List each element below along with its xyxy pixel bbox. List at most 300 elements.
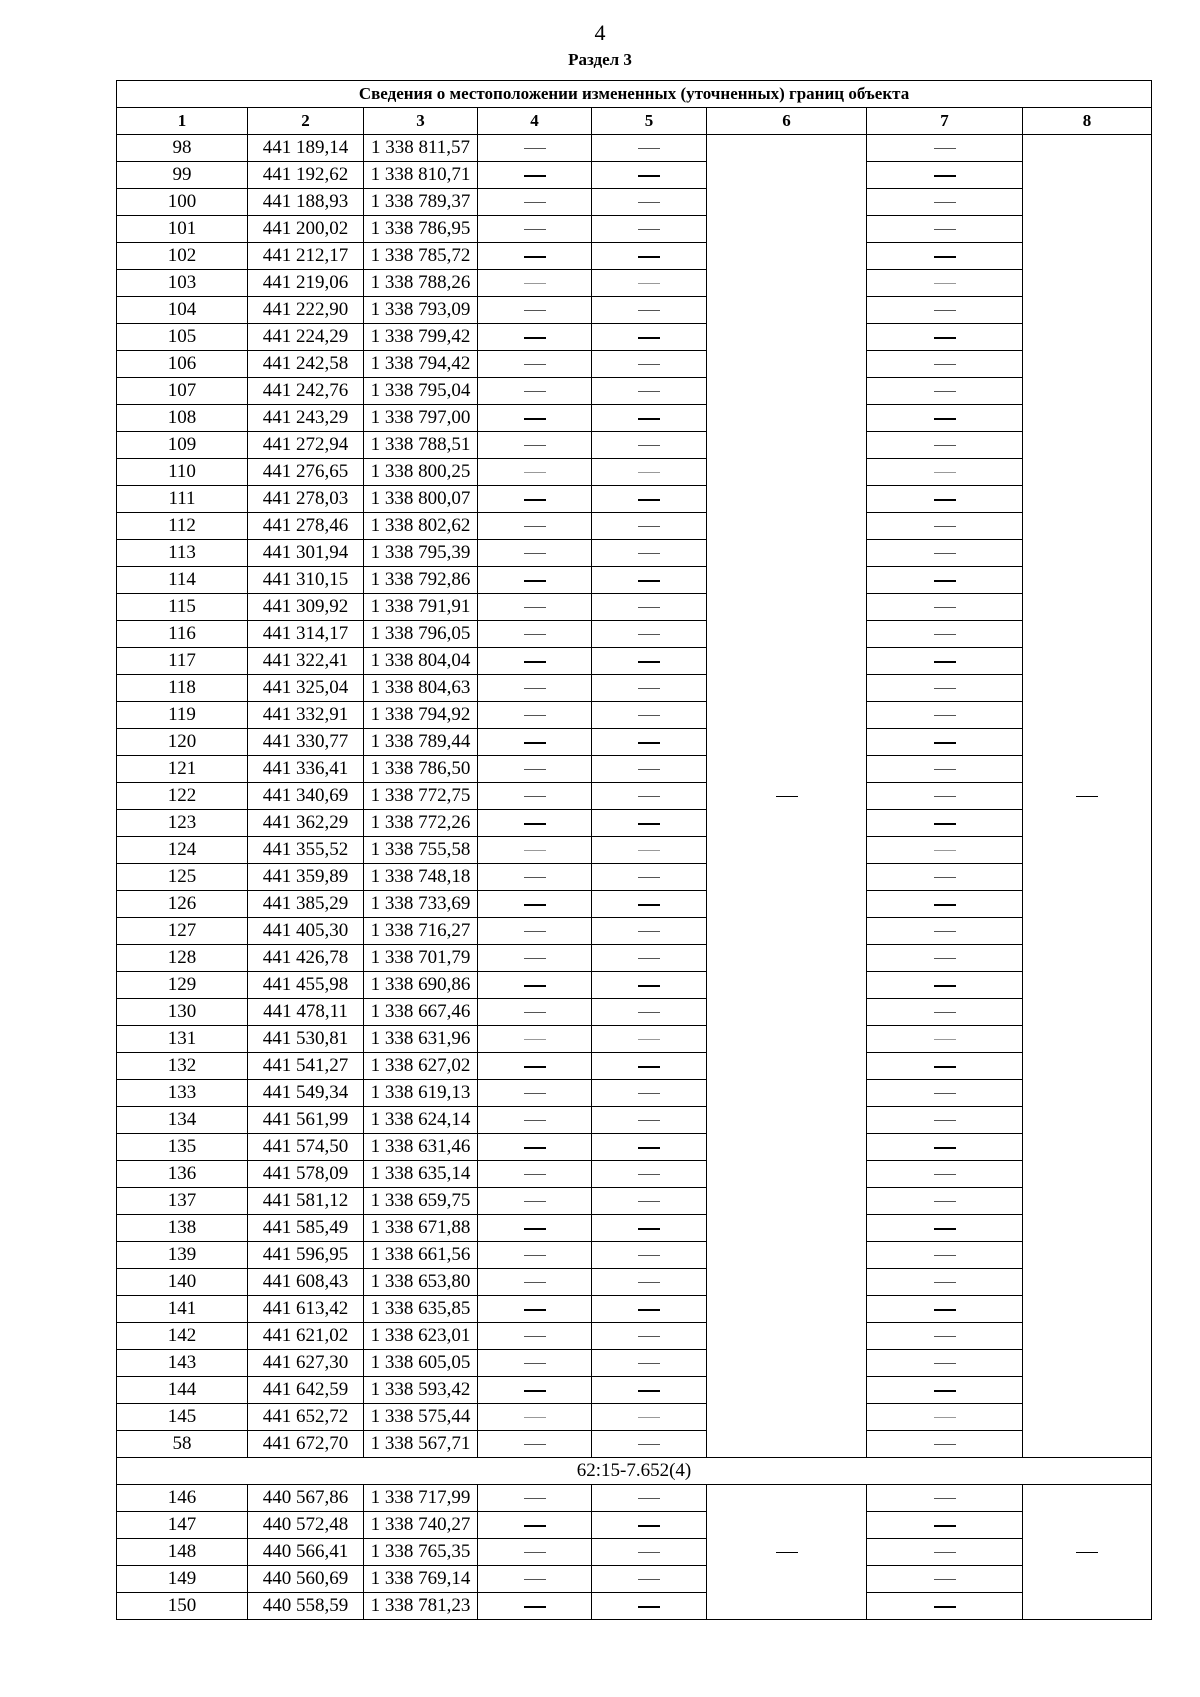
column-7-cell (867, 567, 1023, 594)
y-coordinate-cell: 1 338 661,56 (364, 1242, 478, 1269)
x-coordinate-cell: 441 608,43 (248, 1269, 364, 1296)
dash-mark (524, 877, 546, 878)
table-row (117, 1161, 1152, 1188)
column-7-cell (867, 1296, 1023, 1323)
dash-mark (524, 769, 546, 770)
dash-mark (934, 958, 956, 959)
column-4-cell (478, 1350, 592, 1377)
dash-mark (638, 1309, 660, 1311)
column-5-cell (592, 1512, 707, 1539)
column-5-cell (592, 918, 707, 945)
x-coordinate-cell: 441 672,70 (248, 1431, 364, 1458)
column-4-cell (478, 1593, 592, 1620)
dash-mark (638, 985, 660, 987)
dash-mark (524, 526, 546, 527)
y-coordinate-cell: 1 338 788,26 (364, 270, 478, 297)
x-coordinate-cell: 441 242,76 (248, 378, 364, 405)
column-4-cell (478, 756, 592, 783)
column-5-cell (592, 135, 707, 162)
column-5-cell (592, 594, 707, 621)
table-row (117, 1080, 1152, 1107)
column-7-cell (867, 297, 1023, 324)
column-4-cell (478, 1026, 592, 1053)
dash-mark (934, 850, 956, 851)
point-number-cell: 143 (117, 1350, 248, 1377)
dash-mark (934, 1201, 956, 1202)
dash-mark (638, 1552, 660, 1553)
dash-mark (934, 1174, 956, 1175)
table-row (117, 810, 1152, 837)
column-7-cell (867, 810, 1023, 837)
column-5-cell (592, 702, 707, 729)
column-number-row (117, 108, 1152, 135)
column-4-cell (478, 459, 592, 486)
x-coordinate-cell: 441 585,49 (248, 1215, 364, 1242)
table-row (117, 1539, 1152, 1566)
column-7-cell (867, 486, 1023, 513)
y-coordinate-cell: 1 338 795,39 (364, 540, 478, 567)
column-4-cell (478, 1053, 592, 1080)
dash-mark (524, 634, 546, 635)
column-4-cell (478, 540, 592, 567)
column-4-cell (478, 135, 592, 162)
x-coordinate-cell: 441 613,42 (248, 1296, 364, 1323)
dash-mark (934, 661, 956, 663)
column-7-cell (867, 270, 1023, 297)
dash-mark (524, 904, 546, 906)
dash-mark (934, 337, 956, 339)
column-6-merged-cell (707, 135, 867, 1458)
column-7-cell (867, 621, 1023, 648)
dash-mark (934, 1498, 956, 1499)
dash-mark (638, 418, 660, 420)
table-row (117, 1512, 1152, 1539)
table-row (117, 999, 1152, 1026)
column-5-cell (592, 1485, 707, 1512)
dash-mark (638, 715, 660, 716)
column-7-cell (867, 783, 1023, 810)
table-row (117, 1107, 1152, 1134)
y-coordinate-cell: 1 338 716,27 (364, 918, 478, 945)
dash-mark (934, 607, 956, 608)
table-row (117, 270, 1152, 297)
dash-mark (776, 796, 798, 797)
x-coordinate-cell: 440 567,86 (248, 1485, 364, 1512)
dash-mark (934, 1579, 956, 1580)
point-number-cell: 138 (117, 1215, 248, 1242)
point-number-cell: 106 (117, 351, 248, 378)
dash-mark (638, 337, 660, 339)
dash-mark (524, 175, 546, 177)
column-7-cell (867, 378, 1023, 405)
dash-mark (524, 1336, 546, 1337)
dash-mark (934, 823, 956, 825)
y-coordinate-cell: 1 338 772,75 (364, 783, 478, 810)
dash-mark (1076, 796, 1098, 797)
column-7-cell (867, 756, 1023, 783)
column-5-cell (592, 1431, 707, 1458)
y-coordinate-cell: 1 338 765,35 (364, 1539, 478, 1566)
dash-mark (638, 1012, 660, 1013)
dash-mark (934, 1363, 956, 1364)
dash-mark (638, 1444, 660, 1445)
dash-mark (638, 634, 660, 635)
dash-mark (934, 796, 956, 797)
column-5-cell (592, 486, 707, 513)
x-coordinate-cell: 441 278,46 (248, 513, 364, 540)
dash-mark (524, 1579, 546, 1580)
x-coordinate-cell: 441 189,14 (248, 135, 364, 162)
y-coordinate-cell: 1 338 802,62 (364, 513, 478, 540)
column-5-cell (592, 1539, 707, 1566)
dash-mark (524, 1309, 546, 1311)
dash-mark (934, 877, 956, 878)
dash-mark (638, 931, 660, 932)
table-row (117, 1377, 1152, 1404)
column-7-cell (867, 135, 1023, 162)
column-5-cell (592, 1080, 707, 1107)
column-4-cell (478, 351, 592, 378)
table-row (117, 540, 1152, 567)
table-row (117, 837, 1152, 864)
point-number-cell: 104 (117, 297, 248, 324)
x-coordinate-cell: 441 310,15 (248, 567, 364, 594)
table-row (117, 864, 1152, 891)
group-label: 62:15-7.652(4) (117, 1458, 1152, 1485)
dash-mark (638, 769, 660, 770)
x-coordinate-cell: 441 188,93 (248, 189, 364, 216)
column-7-cell (867, 1269, 1023, 1296)
dash-mark (524, 661, 546, 663)
table-row (117, 432, 1152, 459)
table-caption: Сведения о местоположении измененных (уточненных) границ объекта (117, 81, 1152, 108)
column-5-cell (592, 783, 707, 810)
column-4-cell (478, 1269, 592, 1296)
column-7-cell (867, 891, 1023, 918)
column-4-cell (478, 1107, 592, 1134)
y-coordinate-cell: 1 338 792,86 (364, 567, 478, 594)
column-4-cell (478, 945, 592, 972)
dash-mark (934, 310, 956, 311)
column-4-cell (478, 1431, 592, 1458)
point-number-cell: 129 (117, 972, 248, 999)
point-number-cell: 125 (117, 864, 248, 891)
column-4-cell (478, 621, 592, 648)
dash-mark (934, 688, 956, 689)
column-4-cell (478, 432, 592, 459)
table-row (117, 972, 1152, 999)
column-5-cell (592, 162, 707, 189)
dash-mark (524, 418, 546, 420)
table-row (117, 756, 1152, 783)
y-coordinate-cell: 1 338 733,69 (364, 891, 478, 918)
dash-mark (934, 769, 956, 770)
dash-mark (524, 850, 546, 851)
point-number-cell: 120 (117, 729, 248, 756)
table-row (117, 1026, 1152, 1053)
dash-mark (638, 148, 660, 149)
dash-mark (934, 418, 956, 420)
dash-mark (638, 607, 660, 608)
x-coordinate-cell: 441 276,65 (248, 459, 364, 486)
column-7-cell (867, 648, 1023, 675)
x-coordinate-cell: 441 278,03 (248, 486, 364, 513)
column-5-cell (592, 1323, 707, 1350)
column-5-cell (592, 1188, 707, 1215)
column-4-cell (478, 216, 592, 243)
dash-mark (934, 445, 956, 446)
dash-mark (638, 472, 660, 473)
dash-mark (638, 283, 660, 284)
column-5-cell (592, 648, 707, 675)
point-number-cell: 141 (117, 1296, 248, 1323)
dash-mark (524, 1417, 546, 1418)
dash-mark (524, 1498, 546, 1499)
table-row (117, 621, 1152, 648)
table-row (117, 1242, 1152, 1269)
point-number-cell: 126 (117, 891, 248, 918)
point-number-cell: 145 (117, 1404, 248, 1431)
x-coordinate-cell: 441 212,17 (248, 243, 364, 270)
point-number-cell: 149 (117, 1566, 248, 1593)
y-coordinate-cell: 1 338 667,46 (364, 999, 478, 1026)
column-7-cell (867, 945, 1023, 972)
column-4-cell (478, 162, 592, 189)
dash-mark (524, 391, 546, 392)
dash-mark (934, 283, 956, 284)
dash-mark (934, 1255, 956, 1256)
y-coordinate-cell: 1 338 800,07 (364, 486, 478, 513)
point-number-cell: 116 (117, 621, 248, 648)
x-coordinate-cell: 441 325,04 (248, 675, 364, 702)
y-coordinate-cell: 1 338 717,99 (364, 1485, 478, 1512)
column-5-cell (592, 756, 707, 783)
column-5-cell (592, 1593, 707, 1620)
column-number: 1 (117, 108, 248, 135)
y-coordinate-cell: 1 338 796,05 (364, 621, 478, 648)
column-4-cell (478, 864, 592, 891)
x-coordinate-cell: 441 478,11 (248, 999, 364, 1026)
point-number-cell: 124 (117, 837, 248, 864)
dash-mark (934, 1147, 956, 1149)
point-number-cell: 118 (117, 675, 248, 702)
dash-mark (934, 1444, 956, 1445)
y-coordinate-cell: 1 338 799,42 (364, 324, 478, 351)
column-7-cell (867, 1107, 1023, 1134)
column-4-cell (478, 1485, 592, 1512)
y-coordinate-cell: 1 338 635,14 (364, 1161, 478, 1188)
column-7-cell (867, 432, 1023, 459)
column-7-cell (867, 189, 1023, 216)
x-coordinate-cell: 441 405,30 (248, 918, 364, 945)
point-number-cell: 109 (117, 432, 248, 459)
dash-mark (638, 553, 660, 554)
dash-mark (524, 1066, 546, 1068)
dash-mark (524, 283, 546, 284)
column-5-cell (592, 1215, 707, 1242)
column-7-cell (867, 162, 1023, 189)
table-row (117, 1323, 1152, 1350)
x-coordinate-cell: 441 621,02 (248, 1323, 364, 1350)
dash-mark (638, 823, 660, 825)
y-coordinate-cell: 1 338 791,91 (364, 594, 478, 621)
x-coordinate-cell: 441 541,27 (248, 1053, 364, 1080)
column-7-cell (867, 1323, 1023, 1350)
column-5-cell (592, 972, 707, 999)
column-7-cell (867, 351, 1023, 378)
table-row (117, 378, 1152, 405)
point-number-cell: 114 (117, 567, 248, 594)
column-7-cell (867, 459, 1023, 486)
table-row (117, 675, 1152, 702)
dash-mark (638, 1417, 660, 1418)
table-row (117, 297, 1152, 324)
dash-mark (524, 715, 546, 716)
point-number-cell: 58 (117, 1431, 248, 1458)
dash-mark (524, 1093, 546, 1094)
point-number-cell: 100 (117, 189, 248, 216)
column-7-cell (867, 1053, 1023, 1080)
table-row (117, 1431, 1152, 1458)
column-4-cell (478, 729, 592, 756)
column-number: 8 (1023, 108, 1152, 135)
point-number-cell: 105 (117, 324, 248, 351)
y-coordinate-cell: 1 338 804,63 (364, 675, 478, 702)
y-coordinate-cell: 1 338 794,92 (364, 702, 478, 729)
y-coordinate-cell: 1 338 635,85 (364, 1296, 478, 1323)
column-5-cell (592, 999, 707, 1026)
column-number: 3 (364, 108, 478, 135)
group-label-row (117, 1458, 1152, 1485)
y-coordinate-cell: 1 338 624,14 (364, 1107, 478, 1134)
column-7-cell (867, 594, 1023, 621)
x-coordinate-cell: 441 314,17 (248, 621, 364, 648)
dash-mark (934, 1066, 956, 1068)
x-coordinate-cell: 440 572,48 (248, 1512, 364, 1539)
column-4-cell (478, 1323, 592, 1350)
dash-mark (934, 1282, 956, 1283)
point-number-cell: 101 (117, 216, 248, 243)
point-number-cell: 99 (117, 162, 248, 189)
x-coordinate-cell: 441 336,41 (248, 756, 364, 783)
column-5-cell (592, 1377, 707, 1404)
point-number-cell: 123 (117, 810, 248, 837)
y-coordinate-cell: 1 338 800,25 (364, 459, 478, 486)
point-number-cell: 115 (117, 594, 248, 621)
dash-mark (638, 1579, 660, 1580)
point-number-cell: 127 (117, 918, 248, 945)
point-number-cell: 144 (117, 1377, 248, 1404)
dash-mark (934, 1039, 956, 1040)
column-5-cell (592, 270, 707, 297)
y-coordinate-cell: 1 338 811,57 (364, 135, 478, 162)
column-4-cell (478, 189, 592, 216)
table-row (117, 1296, 1152, 1323)
point-number-cell: 134 (117, 1107, 248, 1134)
column-number: 7 (867, 108, 1023, 135)
column-8-merged-cell (1023, 1485, 1152, 1620)
column-4-cell (478, 1215, 592, 1242)
y-coordinate-cell: 1 338 567,71 (364, 1431, 478, 1458)
y-coordinate-cell: 1 338 653,80 (364, 1269, 478, 1296)
dash-mark (934, 580, 956, 582)
dash-mark (934, 1309, 956, 1311)
dash-mark (638, 364, 660, 365)
column-7-cell (867, 1350, 1023, 1377)
table-row (117, 648, 1152, 675)
point-number-cell: 102 (117, 243, 248, 270)
dash-mark (524, 742, 546, 744)
dash-mark (1076, 1552, 1098, 1553)
column-5-cell (592, 837, 707, 864)
dash-mark (524, 1444, 546, 1445)
x-coordinate-cell: 441 426,78 (248, 945, 364, 972)
dash-mark (638, 499, 660, 501)
column-5-cell (592, 1161, 707, 1188)
column-7-cell (867, 1161, 1023, 1188)
y-coordinate-cell: 1 338 810,71 (364, 162, 478, 189)
dash-mark (638, 1336, 660, 1337)
dash-mark (638, 958, 660, 959)
dash-mark (934, 499, 956, 501)
dash-mark (934, 256, 956, 258)
dash-mark (524, 310, 546, 311)
table-row (117, 594, 1152, 621)
x-coordinate-cell: 441 272,94 (248, 432, 364, 459)
x-coordinate-cell: 440 558,59 (248, 1593, 364, 1620)
y-coordinate-cell: 1 338 575,44 (364, 1404, 478, 1431)
column-7-cell (867, 1026, 1023, 1053)
table-row (117, 216, 1152, 243)
dash-mark (524, 985, 546, 987)
column-5-cell (592, 405, 707, 432)
column-5-cell (592, 945, 707, 972)
dash-mark (934, 931, 956, 932)
column-7-cell (867, 1134, 1023, 1161)
column-5-cell (592, 216, 707, 243)
point-number-cell: 133 (117, 1080, 248, 1107)
dash-mark (638, 1282, 660, 1283)
table-row (117, 891, 1152, 918)
column-4-cell (478, 783, 592, 810)
x-coordinate-cell: 441 332,91 (248, 702, 364, 729)
y-coordinate-cell: 1 338 797,00 (364, 405, 478, 432)
point-number-cell: 113 (117, 540, 248, 567)
column-5-cell (592, 729, 707, 756)
y-coordinate-cell: 1 338 786,50 (364, 756, 478, 783)
dash-mark (934, 391, 956, 392)
column-4-cell (478, 1377, 592, 1404)
column-5-cell (592, 1269, 707, 1296)
column-5-cell (592, 1566, 707, 1593)
dash-mark (638, 904, 660, 906)
table-row (117, 243, 1152, 270)
y-coordinate-cell: 1 338 631,46 (364, 1134, 478, 1161)
dash-mark (776, 1552, 798, 1553)
table-row (117, 729, 1152, 756)
dash-mark (638, 1255, 660, 1256)
column-5-cell (592, 1242, 707, 1269)
column-5-cell (592, 1107, 707, 1134)
column-4-cell (478, 594, 592, 621)
dash-mark (638, 1147, 660, 1149)
column-4-cell (478, 1539, 592, 1566)
column-7-cell (867, 324, 1023, 351)
column-8-merged-cell (1023, 135, 1152, 1458)
dash-mark (524, 337, 546, 339)
y-coordinate-cell: 1 338 795,04 (364, 378, 478, 405)
column-5-cell (592, 810, 707, 837)
